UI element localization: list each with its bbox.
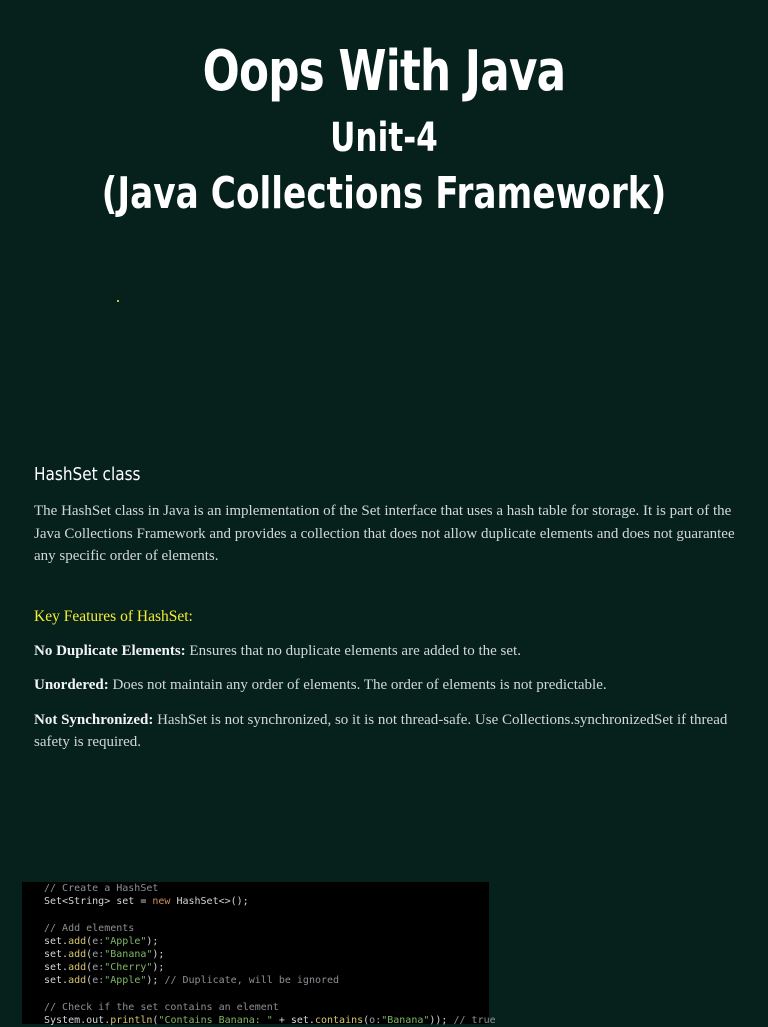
code-line: set.add(e:"Apple"); // Duplicate, will be ignored (44, 975, 340, 987)
code-line: // Check if the set contains an element (44, 1001, 279, 1013)
feature-term: No Duplicate Elements: (34, 642, 186, 659)
code-snippet (22, 882, 496, 1027)
feature-item (34, 640, 736, 663)
code-block (22, 882, 496, 1027)
unit-label: Unit-4 (330, 115, 438, 161)
decorative-dot (117, 300, 119, 302)
code-line: set.add(e:"Cherry"); (44, 962, 165, 974)
code-line: Set<String> set = new HashSet<>(); (44, 896, 249, 908)
code-line (44, 988, 489, 1001)
feature-text: Ensures that no duplicate elements are added to the set. (185, 642, 521, 659)
feature-text: Does not maintain any order of elements. The order of elements is not predictable. (108, 677, 607, 693)
feature-item (34, 674, 736, 697)
feature-item (34, 709, 736, 754)
code-line: set.add(e:"Banana"); (44, 949, 165, 961)
code-line: // Create a HashSet (44, 883, 159, 894)
code-line (44, 908, 489, 921)
features-heading: Key Features of HashSet: (34, 607, 193, 625)
intro-paragraph: The HashSet class in Java is an implementation of the Set interface that uses a hash table for storage. It is part of the Java Collections Framework and provides a collection that does not allow duplicate elements and does not guarantee any specific order of elements. (34, 503, 735, 564)
topic-title: (Java Collections Framework) (101, 168, 667, 219)
code-line: // Add elements (44, 922, 135, 934)
content-section (34, 462, 736, 754)
feature-term: Unordered: (34, 677, 109, 693)
feature-text: HashSet is not synchronized, so it is not thread-safe. Use Collections.synchronizedSet if thread safety is required. (34, 711, 728, 750)
code-line: set.add(e:"Apple"); (44, 935, 159, 947)
section-heading: HashSet class (34, 464, 141, 485)
feature-term: Not Synchronized: (34, 711, 154, 728)
title-block (0, 36, 768, 222)
page-title: Oops With Java (202, 39, 566, 104)
code-line: System.out.println("Contains Banana: " + set.contains(o:"Banana")); // true (44, 1015, 496, 1027)
